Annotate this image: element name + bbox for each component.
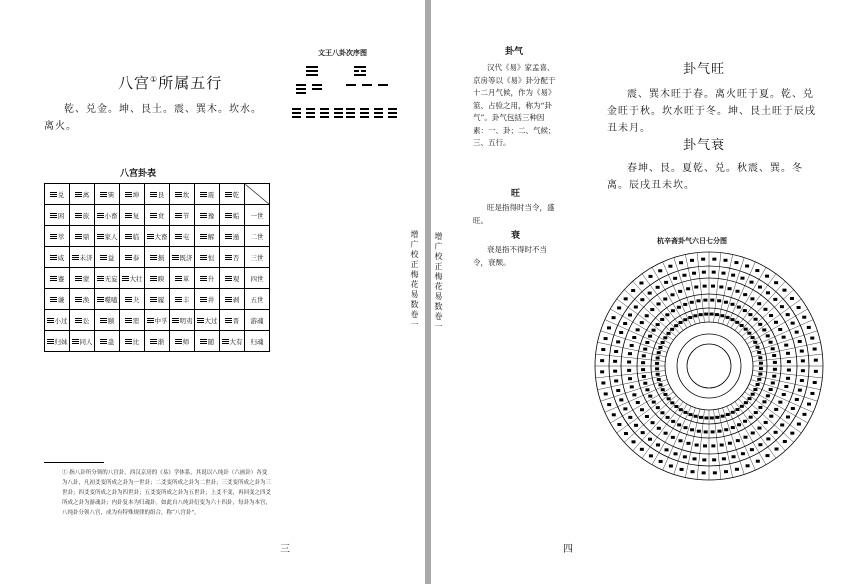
row-label: 一世 bbox=[245, 205, 270, 226]
table-cell: 家人 bbox=[95, 226, 120, 247]
hexagram-icon bbox=[75, 297, 82, 303]
qi-wang-title: 卦气旺 bbox=[683, 62, 726, 77]
hexagram-icon bbox=[75, 318, 82, 324]
shuai-title: 衰 bbox=[511, 231, 521, 241]
table-cell: 姤 bbox=[220, 205, 245, 226]
table-cell: 蒙 bbox=[70, 268, 95, 289]
hexagram-icon bbox=[50, 213, 57, 219]
diagram-title: 文王八卦次序图 bbox=[318, 49, 367, 57]
hexagram-icon bbox=[147, 318, 154, 324]
table-row bbox=[45, 331, 270, 352]
hexagram-icon bbox=[175, 297, 182, 303]
header-cell: 艮 bbox=[145, 184, 170, 205]
table-cell: 中孚 bbox=[145, 310, 170, 331]
eight-palace-table bbox=[44, 183, 270, 352]
hexagram-icon bbox=[150, 297, 157, 303]
hexagram-icon bbox=[175, 276, 182, 282]
table-cell: 未济 bbox=[70, 247, 95, 268]
hexagram-icon bbox=[150, 213, 157, 219]
hexagram-icon bbox=[147, 234, 154, 240]
table-cell: 渐 bbox=[145, 331, 170, 352]
table-cell: 蛊 bbox=[95, 331, 120, 352]
hexagram-icon bbox=[200, 255, 207, 261]
table-cell: 无妄 bbox=[95, 268, 120, 289]
table-cell: 损 bbox=[145, 247, 170, 268]
table-cell: 萃 bbox=[45, 226, 70, 247]
qi-shuai-title: 卦气衰 bbox=[683, 138, 726, 153]
wang-text: 旺是指得时当令，盛旺。 bbox=[473, 203, 555, 225]
wang-title: 旺 bbox=[511, 189, 521, 199]
hexagram-icon bbox=[172, 255, 179, 261]
table-cell: 大壮 bbox=[120, 268, 145, 289]
qi-wang-text: 震、巽木旺于春。离火旺于夏。乾、兑金旺于秋。坎水旺于冬。坤、艮土旺于辰戌丑未月。 bbox=[607, 89, 816, 134]
hexagram-icon bbox=[75, 192, 82, 198]
table-header-row bbox=[45, 184, 270, 205]
table-cell: 遁 bbox=[220, 226, 245, 247]
hexagram-icon bbox=[122, 276, 129, 282]
hexagram-icon bbox=[125, 234, 132, 240]
hexagram-icon bbox=[97, 234, 104, 240]
section-title bbox=[118, 72, 222, 93]
footnote-divider bbox=[44, 462, 104, 463]
left-page bbox=[0, 0, 425, 584]
hexagram-icon bbox=[150, 339, 157, 345]
header-cell: 离 bbox=[70, 184, 95, 205]
hexagram-icon bbox=[50, 297, 57, 303]
table-cell: 屯 bbox=[170, 226, 195, 247]
table-cell: 蹇 bbox=[45, 268, 70, 289]
table-cell: 大过 bbox=[195, 310, 220, 331]
table-cell: 咸 bbox=[45, 247, 70, 268]
hexagram-icon bbox=[200, 339, 207, 345]
hexagram-icon bbox=[200, 297, 207, 303]
table-cell: 晋 bbox=[220, 310, 245, 331]
page-number: 四 bbox=[563, 544, 573, 555]
table-cell: 讼 bbox=[70, 310, 95, 331]
hexagram-icon bbox=[97, 276, 104, 282]
hexagram-icon bbox=[75, 276, 82, 282]
body-paragraph: 乾、兑金。坤、艮土。震、巽木。坎水。离火。 bbox=[44, 104, 262, 132]
hexagram-icon bbox=[125, 318, 132, 324]
table-cell: 革 bbox=[170, 268, 195, 289]
hexagram-icon bbox=[225, 276, 232, 282]
table-title: 八宫卦表 bbox=[120, 169, 157, 179]
hexagram-icon bbox=[200, 213, 207, 219]
hexagram-icon bbox=[150, 192, 157, 198]
figure-title: 杭辛斋卦气六日七分图 bbox=[657, 237, 727, 245]
table-cell: 临 bbox=[120, 226, 145, 247]
trigram-order-diagram bbox=[290, 58, 410, 138]
table-cell: 复 bbox=[120, 205, 145, 226]
hexagram-qi-wheel bbox=[589, 246, 829, 486]
table-cell: 小畜 bbox=[95, 205, 120, 226]
header-cell: 乾 bbox=[220, 184, 245, 205]
hexagram-icon bbox=[225, 255, 232, 261]
footnote-marker: ① bbox=[150, 75, 159, 84]
hexagram-icon bbox=[47, 339, 54, 345]
hexagram-icon bbox=[75, 234, 82, 240]
hexagram-icon bbox=[72, 255, 79, 261]
hexagram-icon bbox=[175, 192, 182, 198]
table-cell: 颐 bbox=[95, 310, 120, 331]
hexagram-icon bbox=[225, 213, 232, 219]
table-cell: 豫 bbox=[195, 205, 220, 226]
hexagram-icon bbox=[125, 297, 132, 303]
hexagram-icon bbox=[47, 318, 54, 324]
hexagram-icon bbox=[175, 339, 182, 345]
hexagram-icon bbox=[100, 339, 107, 345]
shuai-text: 衰是指不得时不当令，衰颓。 bbox=[473, 245, 547, 267]
row-label: 二世 bbox=[245, 226, 270, 247]
table-cell: 同人 bbox=[70, 331, 95, 352]
table-cell: 升 bbox=[195, 268, 220, 289]
table-cell: 旅 bbox=[70, 205, 95, 226]
hexagram-icon bbox=[125, 192, 132, 198]
hexagram-icon bbox=[50, 192, 57, 198]
header-cell: 坤 bbox=[120, 184, 145, 205]
table-cell: 归妹 bbox=[45, 331, 70, 352]
hexagram-icon bbox=[222, 339, 229, 345]
title-rest: 所属五行 bbox=[158, 74, 223, 92]
table-cell: 比 bbox=[120, 331, 145, 352]
header-cell: 巽 bbox=[95, 184, 120, 205]
table-cell: 剥 bbox=[220, 289, 245, 310]
hexagram-icon bbox=[125, 213, 132, 219]
hexagram-icon bbox=[200, 276, 207, 282]
hexagram-icon bbox=[50, 234, 57, 240]
table-cell: 恒 bbox=[195, 247, 220, 268]
hexagram-icon bbox=[225, 192, 232, 198]
row-label: 归魂 bbox=[245, 331, 270, 352]
wheel-figure bbox=[589, 246, 829, 486]
hexagram-icon bbox=[175, 213, 182, 219]
table-cell: 丰 bbox=[170, 289, 195, 310]
table-cell: 大畜 bbox=[145, 226, 170, 247]
header-cell: 兑 bbox=[45, 184, 70, 205]
row-label: 五世 bbox=[245, 289, 270, 310]
table-cell: 解 bbox=[195, 226, 220, 247]
qi-title: 卦气 bbox=[505, 47, 524, 57]
table-cell: 益 bbox=[95, 247, 120, 268]
table-cell: 贲 bbox=[145, 205, 170, 226]
hexagram-icon bbox=[100, 318, 107, 324]
table-row bbox=[45, 205, 270, 226]
table-cell: 否 bbox=[220, 247, 245, 268]
hexagram-icon bbox=[72, 339, 79, 345]
table-row bbox=[45, 268, 270, 289]
table-cell: 噬嗑 bbox=[95, 289, 120, 310]
row-label: 四世 bbox=[245, 268, 270, 289]
header-cell: 坎 bbox=[170, 184, 195, 205]
table-cell: 既济 bbox=[170, 247, 195, 268]
qi-text: 汉代《易》家孟喜、京房等以《易》卦分配于十二月气候，作为《易》筮、占验之用，称为“卦气”。卦气包括三种因素：一、卦；二、气候；三、五行。 bbox=[473, 63, 556, 147]
table-cell: 明夷 bbox=[170, 310, 195, 331]
hexagram-icon bbox=[175, 234, 182, 240]
table-row bbox=[45, 226, 270, 247]
hexagram-icon bbox=[97, 297, 104, 303]
table-row bbox=[45, 310, 270, 331]
header-cell: 震 bbox=[195, 184, 220, 205]
side-title: 增广校正梅花易数卷一 bbox=[410, 230, 419, 330]
hexagram-icon bbox=[225, 234, 232, 240]
table-cell: 随 bbox=[195, 331, 220, 352]
hexagram-icon bbox=[125, 339, 132, 345]
table-cell: 涣 bbox=[70, 289, 95, 310]
row-label: 游魂 bbox=[245, 310, 270, 331]
hexagram-icon bbox=[75, 213, 82, 219]
table-cell: 谦 bbox=[45, 289, 70, 310]
hexagram-icon bbox=[197, 318, 204, 324]
qi-shuai-text: 春坤、艮。夏乾、兑。秋震、巽。冬离。辰戌丑未坎。 bbox=[607, 163, 803, 191]
table-cell: 节 bbox=[170, 205, 195, 226]
table-cell: 鼎 bbox=[70, 226, 95, 247]
table-cell: 师 bbox=[170, 331, 195, 352]
title-text: 八宫 bbox=[118, 74, 151, 92]
hexagram-icon bbox=[97, 213, 104, 219]
footnote: ① 指八卦所分领的八宫卦，西汉京房的《易》学体系，其说以八纯卦（六画卦）各变为八卦，凡初爻变所成之卦为一世卦；二爻变所成之卦为二世卦；三爻变所成之卦为三世卦；四爻变所成之卦为四世卦；五爻变所成之卦为五世卦；上爻不变，再回变之四爻所成之卦为游魂卦；内卦复本为归魂卦。如此自八纯卦衍变为六十四卦，每卦为本宫，八纯卦分领八宫，成为有特殊规律的组合，称“八宫卦”。 bbox=[62, 470, 272, 516]
page-number: 三 bbox=[280, 544, 290, 555]
hexagram-icon bbox=[200, 192, 207, 198]
hexagram-icon bbox=[125, 255, 132, 261]
table-row bbox=[45, 289, 270, 310]
table-cell: 泰 bbox=[120, 247, 145, 268]
table-cell: 观 bbox=[220, 268, 245, 289]
table-cell: 需 bbox=[120, 310, 145, 331]
side-title: 增广校正梅花易数卷一 bbox=[434, 232, 443, 332]
king-wen-diagram bbox=[290, 58, 410, 138]
hexagram-icon bbox=[50, 276, 57, 282]
table-row bbox=[45, 247, 270, 268]
table-cell: 履 bbox=[145, 289, 170, 310]
table-cell: 大有 bbox=[220, 331, 245, 352]
row-label: 三世 bbox=[245, 247, 270, 268]
right-page bbox=[431, 0, 854, 584]
hexagram-icon bbox=[225, 297, 232, 303]
table-cell: 睽 bbox=[145, 268, 170, 289]
hexagram-icon bbox=[50, 255, 57, 261]
table-cell: 井 bbox=[195, 289, 220, 310]
hexagram-icon bbox=[172, 318, 179, 324]
hexagram-icon bbox=[150, 255, 157, 261]
table-cell: 小过 bbox=[45, 310, 70, 331]
table-cell: 困 bbox=[45, 205, 70, 226]
corner-cell bbox=[245, 184, 270, 205]
hexagram-icon bbox=[225, 318, 232, 324]
hexagram-icon bbox=[150, 276, 157, 282]
hexagram-icon bbox=[100, 192, 107, 198]
hexagram-icon bbox=[100, 255, 107, 261]
table-cell: 夬 bbox=[120, 289, 145, 310]
hexagram-icon bbox=[200, 234, 207, 240]
